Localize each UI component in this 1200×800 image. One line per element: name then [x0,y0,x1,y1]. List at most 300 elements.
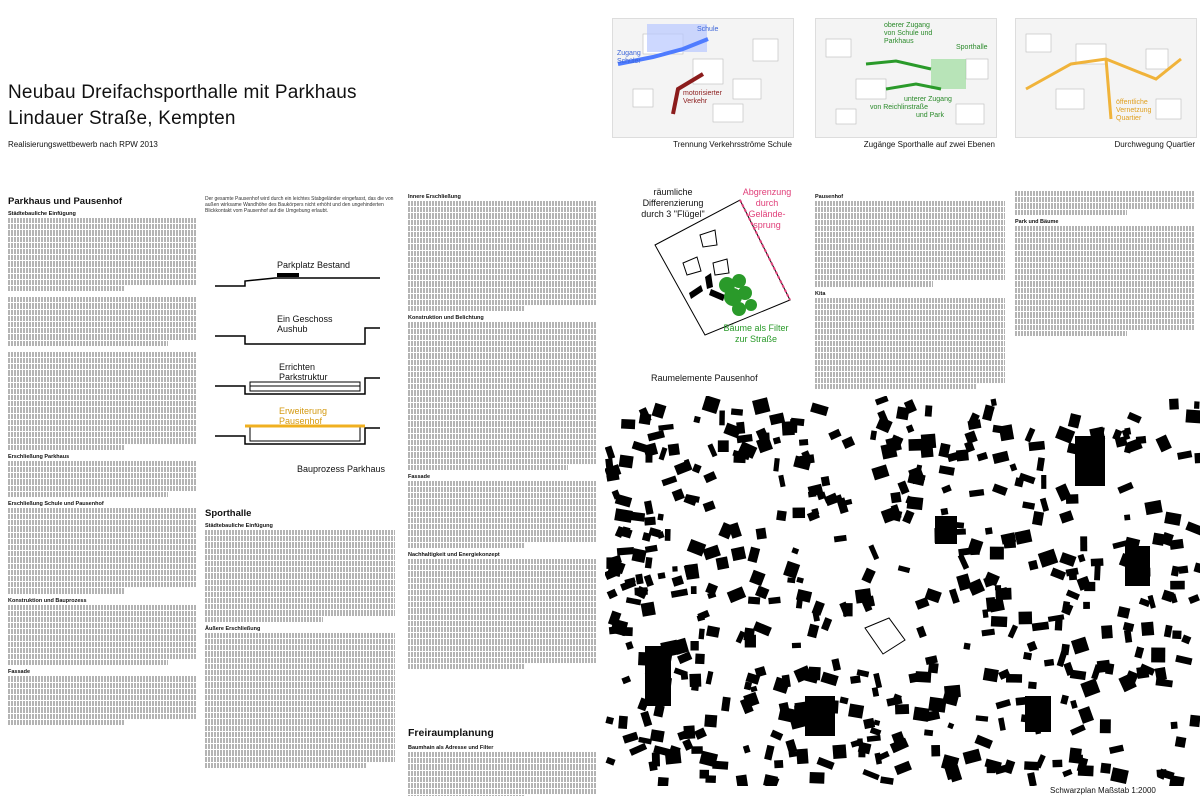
subhead-erschliessung-parkhaus: Erschließung Parkhaus [8,453,70,460]
building-footprint [1028,682,1037,690]
building-footprint [1052,760,1062,768]
building-footprint [1189,715,1200,727]
stage-1-label: Parkplatz Bestand [277,260,351,270]
building-footprint [863,718,875,729]
building-footprint [1078,554,1086,563]
building-footprint [850,675,861,684]
subhead-baumhain: Baumhain als Adresse und Filter [408,745,494,751]
schwarzplan-graphic [605,396,1200,786]
label-differenzierung: räumliche Differenzierung durch 3 "Flügel" [641,187,705,219]
building-footprint [831,700,839,713]
building-footprint [691,586,697,594]
stage-4-label: Erweiterung Pausenhof [279,406,328,426]
building-footprint [985,527,993,534]
building-footprint [693,416,700,423]
building-footprint [1066,590,1080,601]
stage-4 [205,406,365,450]
building-footprint [716,556,730,570]
diagram-traffic-separation [612,18,794,138]
column-freiraum-1 [815,190,1005,390]
building-footprint [773,437,781,445]
building-footprint [1194,453,1200,464]
building-footprint [641,602,656,617]
building-footprint [606,757,616,766]
building-footprint [1032,511,1044,526]
building-footprint [915,671,931,683]
building-footprint [934,528,948,543]
building-footprint [774,760,783,768]
building-footprint [778,475,785,488]
caption-pausenhof: Raumelemente Pausenhof [651,373,758,383]
building-footprint [983,668,999,683]
building-footprint [992,483,1008,495]
building-footprint [906,424,914,433]
building-footprint [659,447,668,460]
label-quartier: öffentliche Vernetzung Quartier [1116,99,1152,122]
building-footprint [976,715,989,721]
building-footprint [870,727,882,736]
title-line-2: Lindauer Straße, Kempten [8,108,236,129]
label-zugang-1: Zugang [617,50,641,57]
building-footprint [622,732,638,744]
heading-freiraumplanung: Freiraumplanung [408,727,494,739]
building-footprint [1124,514,1130,520]
building-footprint [622,627,633,636]
stage-3 [205,356,365,400]
building-footprint [1066,494,1079,504]
building-footprint [880,776,894,784]
traffic-diagram-graphic [613,19,793,137]
building-footprint [1036,457,1044,471]
building-footprint [873,673,882,689]
building-footprint [896,406,910,420]
building-footprint [749,570,765,586]
building-footprint [870,430,877,440]
building-footprint [1015,696,1031,705]
access-diagram-graphic [816,19,996,137]
building-footprint [876,751,890,762]
building-footprint [753,621,772,636]
building-footprint [990,547,1004,560]
building-footprint [621,676,631,685]
building-footprint [1171,722,1178,730]
building-footprint [1100,719,1111,733]
building-footprint [1130,575,1140,581]
building-footprint [1155,678,1172,687]
building-footprint [668,443,680,456]
building-footprint [1071,637,1089,655]
building-footprint [605,458,614,472]
building-footprint [1136,436,1147,444]
building-footprint [867,735,881,742]
label-baeume: Bäume als Filter zur Straße [723,323,789,344]
building-footprint [644,517,656,526]
building-footprint [1100,763,1111,774]
building-footprint [1188,594,1200,604]
subhead-nachhaltigkeit: Nachhaltigkeit und Energiekonzept [408,551,500,558]
subhead-erschliessung-schule: Erschließung Schule und Pausenhof [8,500,104,507]
building-footprint [868,544,879,560]
building-footprint [902,510,914,524]
building-footprint [704,714,717,727]
building-footprint [1185,521,1200,535]
building-footprint [998,717,1006,730]
building-footprint [605,445,615,459]
building-footprint [848,704,864,719]
building-footprint [1175,736,1187,748]
building-footprint [644,500,654,515]
building-footprint [1027,641,1038,652]
title-line-1: Neubau Dreifachsporthalle mit Parkhaus [8,82,357,103]
building-footprint [617,547,635,556]
building-footprint [640,711,652,727]
pausenhof-diagram [605,185,805,395]
building-footprint [748,597,760,605]
building-footprint [658,572,666,579]
building-footprint [685,564,700,580]
building-footprint [842,436,856,449]
building-footprint [707,443,717,457]
column-freiraum-2 [1015,190,1195,390]
stage-3-label: Errichten Parkstruktur [279,362,328,382]
building-footprint [756,528,767,540]
building-footprint [764,745,774,761]
building-footprint [1070,724,1086,735]
heading-parkhaus-pausenhof: Parkhaus und Pausenhof [8,196,123,207]
building-footprint [1101,625,1113,639]
freiraum-section [408,727,596,796]
building-footprint [630,512,645,522]
large-building [805,696,835,736]
building-footprint [1008,624,1018,638]
column-bauprozess [205,196,395,796]
building-footprint [619,455,634,469]
building-footprint [690,641,698,651]
building-footprint [963,749,982,765]
project-title [8,80,357,132]
building-footprint [875,396,889,405]
stage-2 [205,306,365,350]
building-footprint [843,603,852,616]
building-footprint [719,410,725,425]
building-footprint [1059,552,1076,567]
building-footprint [1110,767,1129,784]
building-footprint [727,586,746,603]
building-footprint [1151,648,1165,663]
building-footprint [672,488,685,501]
subhead-fassade: Fassade [8,669,31,676]
building-footprint [736,774,749,786]
building-footprint [1194,562,1200,574]
building-footprint [773,458,780,472]
building-footprint [661,476,677,487]
building-footprint [653,704,664,717]
column-parkhaus [8,196,196,796]
building-footprint [629,743,647,756]
building-footprint [1091,558,1104,566]
building-footprint [625,641,633,650]
building-footprint [810,403,829,417]
label-schule: Schule [697,26,719,33]
building-footprint [635,574,643,585]
building-footprint [821,617,832,631]
building-footprint [1068,413,1081,428]
building-footprint [808,667,820,681]
building-footprint [1123,622,1135,632]
building-footprint [880,443,897,460]
building-footprint [817,757,835,770]
caption-quarter: Durchwegung Quartier [1114,140,1195,149]
building-footprint [931,745,940,756]
building-footprint [731,408,743,415]
building-footprint [1156,435,1172,453]
building-footprint [1194,401,1200,409]
building-footprint [953,522,965,529]
building-footprint [652,753,660,767]
label-unterer-zugang: unterer Zugang von Reichlinstraße und Park [870,96,952,119]
building-footprint [925,405,933,417]
intro-text: Der gesamte Pausenhof wird durch ein leichtes Stabgeländer eingefasst, das die von außen wirksame Wandhöhe des Baukörpers nicht erhöht und den ungehinderten Blickkontakt vom Pausenhof auf die Umgebung erlaubt. [205,196,394,215]
building-footprint [691,746,702,754]
building-footprint [706,671,714,685]
subhead-park-baeume: Park und Bäume [1015,218,1059,225]
building-footprint [977,452,988,462]
building-footprint [862,769,879,780]
building-footprint [1080,678,1100,697]
building-footprint [634,587,647,595]
building-footprint [809,772,824,784]
building-footprint [793,508,806,519]
label-abgrenzung: Abgrenzung durch Gelände- sprung [742,187,792,230]
building-footprint [718,440,729,452]
building-footprint [1170,581,1185,590]
building-footprint [967,579,985,596]
building-footprint [1069,572,1077,580]
building-footprint [799,439,808,446]
building-footprint [820,672,838,687]
building-footprint [621,419,635,429]
diagram-access-levels [815,18,997,138]
building-footprint [1144,500,1162,515]
building-footprint [895,704,909,714]
building-footprint [652,403,667,419]
caption-schwarzplan: Schwarzplan Maßstab 1:2000 [1050,786,1156,795]
label-verkehr-2: Verkehr [683,98,708,105]
building-footprint [747,547,760,563]
building-footprint [756,436,773,453]
label-sporthalle: Sporthalle [956,44,988,51]
building-footprint [703,471,717,483]
building-footprint [907,496,924,510]
building-footprint [783,561,800,579]
building-footprint [991,616,1008,627]
building-footprint [752,397,770,415]
building-footprint [831,658,841,671]
building-footprint [1062,769,1072,777]
building-footprint [1035,754,1045,768]
building-footprint [1164,625,1173,638]
building-footprint [1117,606,1130,619]
column-sporthalle [408,190,596,796]
quarter-diagram-graphic [1016,19,1196,137]
label-zugang-2: Schüler [617,58,641,65]
building-footprint [1022,501,1035,509]
building-footprint [1028,441,1045,451]
subhead-konstruktion-belichtung: Konstruktion und Belichtung [408,315,484,322]
building-footprint [665,750,682,765]
building-footprint [1178,566,1188,574]
building-footprint [644,574,654,587]
building-footprint [736,434,752,443]
building-footprint [1171,566,1180,577]
svg-text:ZugangSchüler [617,50,641,65]
building-footprint [694,728,707,740]
building-footprint [872,687,879,697]
building-footprint [1181,634,1191,644]
building-footprint [660,640,679,658]
building-footprint [791,547,799,554]
building-footprint [691,685,699,691]
building-footprint [650,729,665,742]
bauprozess-diagram [205,256,395,456]
building-footprint [963,643,970,650]
building-footprint [645,545,658,553]
building-footprint [665,529,671,541]
building-footprint [992,451,1009,464]
building-footprint [1044,659,1054,667]
building-footprint [721,697,731,712]
building-footprint [776,510,787,521]
building-footprint [1169,398,1179,409]
building-footprint [861,568,875,584]
building-footprint [1003,759,1015,774]
building-footprint [834,535,847,542]
building-footprint [1109,745,1124,754]
building-footprint [674,668,688,678]
building-footprint [1027,772,1037,786]
building-footprint [1006,674,1022,683]
building-footprint [1097,660,1111,673]
building-footprint [1018,611,1032,624]
building-footprint [1015,529,1033,544]
building-footprint [958,554,969,570]
building-footprint [916,626,927,638]
building-footprint [947,722,954,729]
building-footprint [796,577,804,584]
building-footprint [924,729,933,736]
caption-access: Zugänge Sporthalle auf zwei Ebenen [863,140,995,149]
building-footprint [1028,560,1038,571]
building-footprint [695,653,705,664]
building-footprint [1055,426,1075,444]
building-footprint [743,745,751,754]
building-footprint [982,609,988,618]
stage-2-label: Ein Geschoss Aushub [277,314,333,334]
building-footprint [614,508,633,523]
building-footprint [1080,472,1093,484]
building-footprint [1025,427,1036,442]
building-footprint [974,735,992,749]
building-footprint [790,419,798,433]
building-footprint [939,465,955,475]
building-footprint [949,588,960,604]
building-footprint [828,429,841,440]
building-footprint [1127,412,1142,424]
building-footprint [839,696,848,704]
building-footprint [1141,622,1154,636]
building-footprint [953,529,966,535]
building-footprint [944,685,961,699]
building-footprint [1059,510,1074,523]
building-footprint [995,588,1011,600]
building-footprint [1117,482,1133,494]
building-footprint [941,485,952,494]
subhead-pausenhof: Pausenhof [815,194,844,200]
building-footprint [981,629,995,637]
building-footprint [672,566,677,572]
building-footprint [1010,463,1018,471]
building-footprint [743,628,754,642]
building-footprint [1038,549,1058,568]
building-footprint [705,583,718,596]
building-footprint [692,464,702,474]
building-footprint [687,539,707,557]
building-footprint [638,737,652,745]
building-footprint [832,744,846,759]
building-footprint [618,716,628,729]
sporthalle-section [205,508,395,769]
subhead-kita: Kita [815,290,826,297]
bauprozess-caption: Bauprozess Parkhaus [297,464,386,474]
building-footprint [657,777,668,786]
subhead-fassade-halle: Fassade [408,473,431,480]
building-footprint [1094,565,1101,580]
building-footprint [770,730,783,741]
caption-traffic: Trennung Verkehrsströme Schule [673,140,792,149]
building-footprint [647,430,665,441]
building-footprint [706,625,720,637]
building-footprint [894,761,912,775]
building-footprint [1169,775,1185,786]
building-footprint [785,739,797,753]
upper-access [866,61,931,69]
diagram-quarter-paths [1015,18,1197,138]
building-footprint [605,716,614,724]
building-footprint [683,725,695,739]
building-footprint [671,589,688,598]
building-footprint [702,396,721,414]
building-footprint [1080,536,1087,551]
building-footprint [1134,646,1144,658]
building-footprint [1041,475,1046,489]
building-footprint [607,589,618,600]
building-footprint [1050,568,1066,581]
building-footprint [898,565,911,573]
label-verkehr-1: motorisierter [683,90,722,97]
subhead-aeussere-erschliessung: Äußere Erschließung [205,625,261,632]
building-footprint [1177,450,1192,459]
building-footprint [995,699,1011,709]
building-footprint [1185,409,1200,423]
building-footprint [731,546,746,561]
schwarzplan-map [605,396,1200,786]
building-footprint [807,624,819,639]
building-footprint [1078,706,1094,724]
building-footprint [672,575,684,586]
heading-sporthalle: Sporthalle [205,508,252,519]
building-footprint [941,508,949,516]
sporthalle-block [931,59,966,89]
